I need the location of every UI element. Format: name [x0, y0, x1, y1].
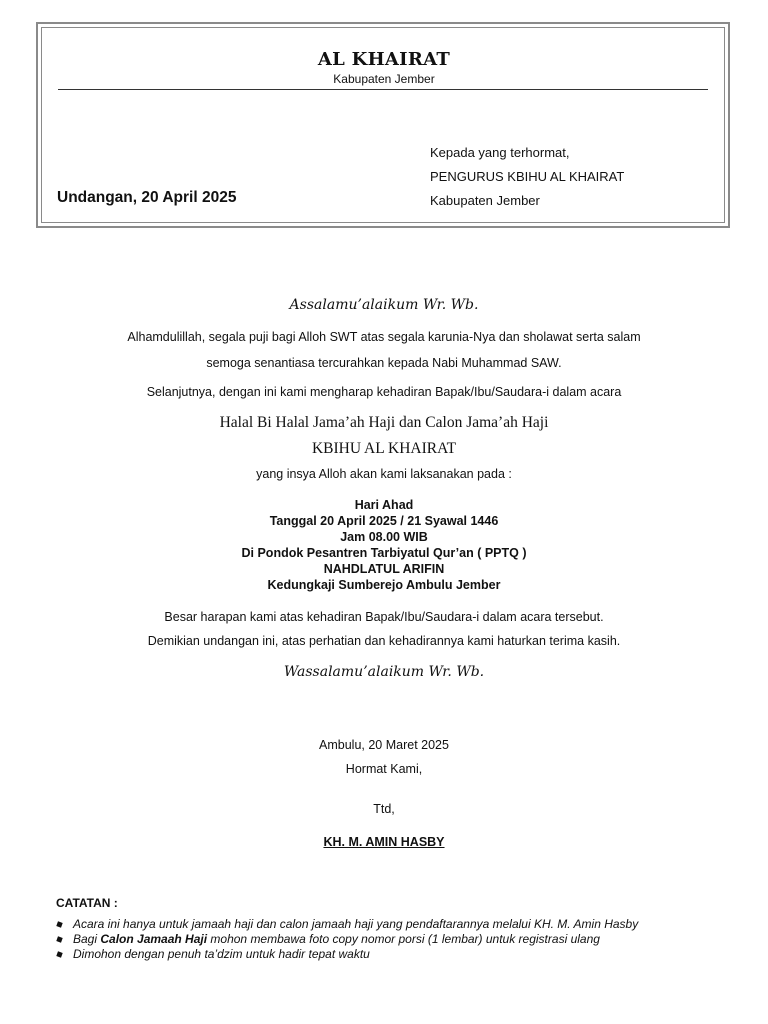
signature-place-date: Ambulu, 20 Maret 2025	[319, 738, 449, 752]
note-text-2-pre: Bagi	[73, 932, 101, 946]
detail-time: Jam 08.00 WIB	[340, 530, 428, 544]
header-divider	[58, 89, 708, 90]
notes-title: CATATAN :	[56, 896, 118, 910]
note-text-2-post: mohon membawa foto copy nomor porsi (1 lembar) untuk registrasi ulang	[207, 932, 600, 946]
bullet-icon	[56, 936, 62, 942]
note-item-3	[56, 947, 638, 962]
invitation-date: Undangan, 20 April 2025	[57, 189, 237, 206]
org-title: AL KHAIRAT	[317, 49, 451, 70]
bullet-icon	[56, 951, 62, 957]
note-text-3: Dimohon dengan penuh ta’dzim untuk hadir tepat waktu	[73, 947, 370, 961]
signature-regards: Hormat Kami,	[345, 762, 423, 776]
note-text-1: Acara ini hanya untuk jamaah haji dan calon jamaah haji yang pendaftarannya melalui KH. M. Amin Hasby	[73, 917, 639, 931]
detail-address: Kedungkaji Sumberejo Ambulu Jember	[267, 578, 501, 592]
detail-venue: Di Pondok Pesantren Tarbiyatul Qur’an ( PPTQ )	[241, 546, 527, 560]
event-organizer: KBIHU AL KHAIRAT	[311, 440, 457, 457]
opening-line-2: semoga senantiasa tercurahkan kepada Nabi Muhammad SAW.	[206, 356, 562, 370]
note-item-2	[56, 932, 638, 947]
closing-line: Demikian undangan ini, atas perhatian dan kehadirannya kami haturkan terima kasih.	[147, 634, 621, 648]
bullet-icon	[56, 921, 62, 927]
hope-line: Besar harapan kami atas kehadiran Bapak/Ibu/Saudara-i dalam acara tersebut.	[164, 610, 604, 624]
opening-line-1: Alhamdulillah, segala puji bagi Alloh SWT atas segala karunia-Nya dan sholawat serta salam	[127, 330, 641, 344]
detail-date: Tanggal 20 April 2025 / 21 Syawal 1446	[269, 514, 499, 528]
schedule-intro: yang insya Alloh akan kami laksanakan pada :	[256, 467, 512, 481]
org-subtitle: Kabupaten Jember	[333, 72, 435, 86]
recipient-line-3: Kabupaten Jember	[430, 193, 540, 208]
farewell: Wassalamu’alaikum Wr. Wb.	[283, 664, 485, 680]
notes-list	[56, 917, 638, 962]
signer-name: KH. M. AMIN HASBY	[323, 835, 445, 849]
greeting: Assalamu’alaikum Wr. Wb.	[289, 297, 479, 313]
detail-venue-name: NAHDLATUL ARIFIN	[323, 562, 445, 576]
note-item-1	[56, 917, 638, 932]
event-name: Halal Bi Halal Jama’ah Haji dan Calon Jama’ah Haji	[219, 414, 549, 431]
recipient-line-1: Kepada yang terhormat,	[430, 145, 570, 160]
detail-day: Hari Ahad	[354, 498, 414, 512]
signature-ttd: Ttd,	[373, 802, 395, 816]
note-text-2-bold: Calon Jamaah Haji	[100, 932, 208, 946]
recipient-line-2: PENGURUS KBIHU AL KHAIRAT	[430, 169, 625, 184]
request-line: Selanjutnya, dengan ini kami mengharap kehadiran Bapak/Ibu/Saudara-i dalam acara	[146, 385, 622, 399]
